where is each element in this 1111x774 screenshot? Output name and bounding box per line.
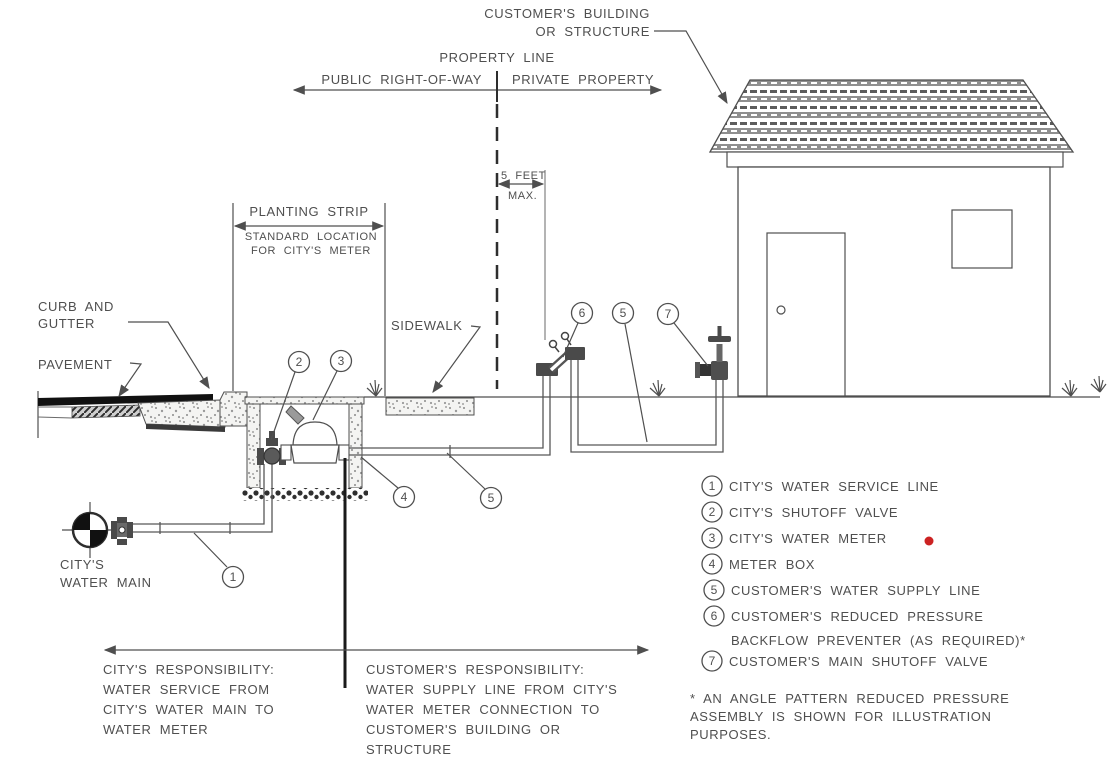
fascia [727,152,1063,167]
city-responsibility-line2: WATER SERVICE FROM [103,682,270,697]
callout-5-number: 5 [487,491,495,505]
responsibility-section [103,458,648,757]
legend-1-number: 1 [708,479,716,493]
customer-responsibility-line2: WATER SUPPLY LINE FROM CITY'S [366,682,618,697]
property-line-label: PROPERTY LINE [439,50,555,65]
red-dot-marker [925,537,934,546]
city-responsibility-line1: CITY'S RESPONSIBILITY: [103,662,275,677]
shutoff-valve-body [711,361,728,380]
curb-gutter-label-line2: GUTTER [38,316,96,331]
city-water-main [60,502,152,590]
callout-7-number: 7 [664,307,672,321]
footnote-line3: PURPOSES. [690,727,772,742]
meter-box-right-wall [349,404,362,488]
building-label-line1: CUSTOMER'S BUILDING [484,6,650,21]
backflow-test-cock [562,333,569,340]
curb-gutter-label-line1: CURB AND [38,299,114,314]
legend-4-label: METER BOX [729,557,815,572]
footnote [690,691,1009,742]
callout-1-leader [194,533,227,567]
public-right-of-way-label: PUBLIC RIGHT-OF-WAY [321,72,482,87]
meter-body [291,445,339,463]
valve-flange [257,448,264,465]
customer-responsibility-line4: CUSTOMER'S BUILDING OR [366,722,561,737]
valve-bonnet [266,438,278,446]
corp-stop-top [117,517,127,523]
callout-4-leader [361,457,398,488]
water-main-quadrant [73,513,90,530]
backflow-test-cock-stem [555,347,559,352]
legend-7-number: 7 [708,654,716,668]
sidewalk-label: SIDEWALK [391,318,463,333]
valve-body [264,448,280,464]
city-water-meter [281,406,349,463]
meter-dome [293,422,337,445]
meter-box-left-wall [247,404,260,488]
shutoff-valve-outlet [699,364,711,376]
legend [702,476,1026,671]
city-responsibility-line4: WATER METER [103,722,209,737]
callout-2-number: 2 [295,355,303,369]
legend-3-number: 3 [708,531,716,545]
pavement-base-hatch [72,405,140,418]
shutoff-valve-top-stem [718,326,722,336]
footnote-line1: * AN ANGLE PATTERN REDUCED PRESSURE [690,691,1010,706]
sidewalk-slab [386,398,474,415]
corp-stop-flange [111,521,117,539]
window [952,210,1012,268]
standard-location-line2: FOR CITY'S METER [251,245,371,257]
customer-main-shutoff-valve [695,326,731,380]
sidewalk-leader [433,326,480,392]
gutter-pan [138,400,225,427]
gravel-bed [242,488,368,501]
grass-tuft [1062,380,1077,396]
callout-6-number: 6 [578,306,586,320]
meter-coupling-left [281,445,291,460]
five-feet-dimension [499,170,546,340]
city-responsibility-line3: CITY'S WATER MAIN TO [103,702,275,717]
customer-building [710,80,1073,396]
legend-2-label: CITY'S SHUTOFF VALVE [729,505,899,520]
callout-1-number: 1 [229,570,237,584]
backflow-outlet-fitting [565,347,585,360]
planting-strip [233,203,385,396]
callout-3-number: 3 [337,354,345,368]
building-leader-line [654,31,727,103]
customer-responsibility-line1: CUSTOMER'S RESPONSIBILITY: [366,662,585,677]
corp-stop-outlet [127,522,133,538]
water-main-label-line1: CITY'S [60,557,105,572]
legend-7-label: CUSTOMER'S MAIN SHUTOFF VALVE [729,654,989,669]
building-label-line2: OR STRUCTURE [535,24,650,39]
water-main-label-line2: WATER MAIN [60,575,152,590]
grass-tuft [1091,376,1106,392]
planting-strip-label: PLANTING STRIP [249,204,369,219]
max-label: MAX. [508,190,538,202]
backflow-test-cock [550,341,557,348]
legend-6-number: 6 [710,609,718,623]
callout-5b-number: 5 [619,306,627,320]
meter-box-lid [245,397,364,404]
grass-tuft [367,380,382,396]
water-main-quadrant [90,530,107,547]
legend-1-label: CITY'S WATER SERVICE LINE [729,479,939,494]
roof [710,80,1073,152]
curb [220,392,247,426]
shutoff-valve-wheel [708,336,731,342]
legend-2-number: 2 [708,505,716,519]
customer-responsibility-line3: WATER METER CONNECTION TO [366,702,600,717]
legend-3-label: CITY'S WATER METER [729,531,887,546]
corp-stop-port [119,527,125,533]
shutoff-valve-stem [717,344,723,362]
legend-6-label-line2: BACKFLOW PREVENTER (AS REQUIRED)* [731,633,1026,648]
pavement-label: PAVEMENT [38,357,113,372]
legend-6-label-line1: CUSTOMER'S REDUCED PRESSURE [731,609,984,624]
pavement-leader [119,363,141,396]
callout-5-leader [447,453,485,489]
curb-gutter-leader [128,322,209,388]
legend-5-number: 5 [710,583,718,597]
customer-responsibility-line5: STRUCTURE [366,742,452,757]
callout-3-leader [313,371,337,420]
corp-stop-bottom [117,539,127,545]
meter-coupling-right [339,445,349,460]
grass-tuft [650,380,665,396]
footnote-line2: ASSEMBLY IS SHOWN FOR ILLUSTRATION [690,709,992,724]
door [767,233,845,396]
legend-4-number: 4 [708,557,716,571]
legend-5-label: CUSTOMER'S WATER SUPPLY LINE [731,583,981,598]
private-property-label: PRIVATE PROPERTY [512,72,655,87]
five-feet-label: 5 FEET [501,170,546,182]
callout-4-number: 4 [400,490,408,504]
street-section [38,299,247,438]
standard-location-line1: STANDARD LOCATION [244,231,378,243]
callout-5b-leader [625,324,647,442]
meter-lid [286,406,304,424]
callout-7-leader [674,323,708,366]
shutoff-valve-flange [695,362,700,378]
